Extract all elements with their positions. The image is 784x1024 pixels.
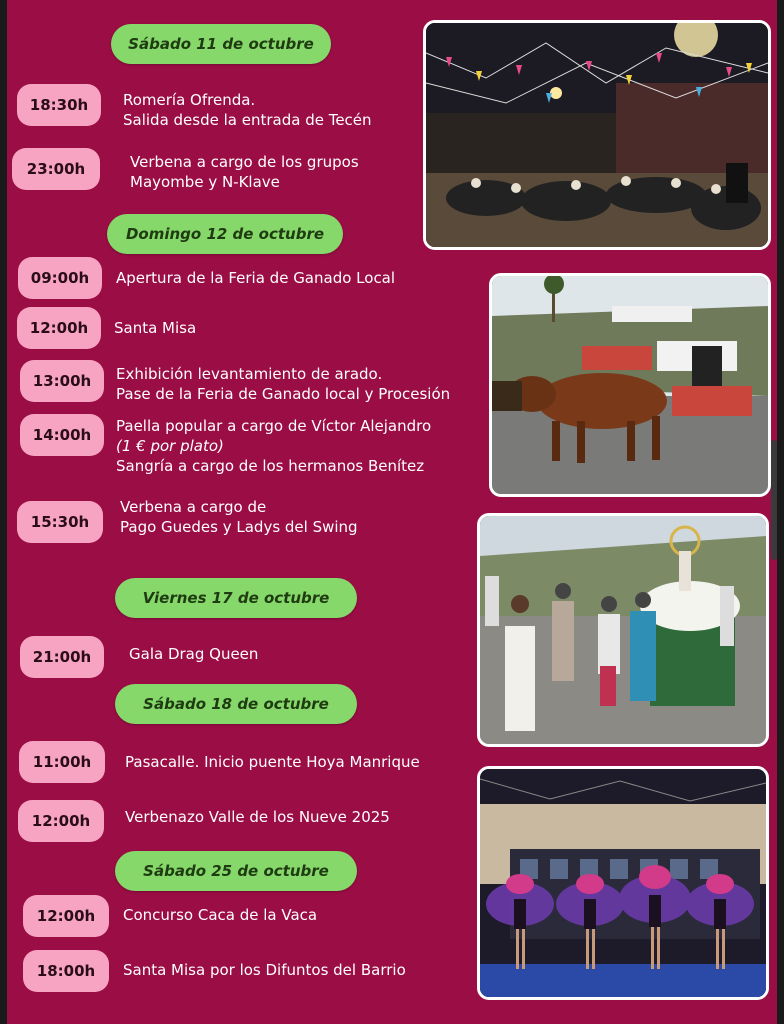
event-time: 14:00h bbox=[20, 414, 104, 456]
event-time: 23:00h bbox=[12, 148, 100, 190]
event-description: Santa Misa bbox=[114, 319, 197, 337]
event-description: Verbenazo Valle de los Nueve 2025 bbox=[125, 808, 390, 826]
day-header: Domingo 12 de octubre bbox=[107, 214, 343, 254]
scrollbar[interactable] bbox=[771, 440, 777, 560]
festival-program-page bbox=[7, 0, 777, 1024]
event-description: Pasacalle. Inicio puente Hoya Manrique bbox=[125, 753, 420, 771]
day-header: Sábado 25 de octubre bbox=[115, 851, 357, 891]
event-time: 18:30h bbox=[17, 84, 101, 126]
day-header: Sábado 18 de octubre bbox=[115, 684, 357, 724]
event-description: Apertura de la Feria de Ganado Local bbox=[116, 269, 396, 287]
event-description: Santa Misa por los Difuntos del Barrio bbox=[123, 961, 406, 979]
day-header: Viernes 17 de octubre bbox=[115, 578, 357, 618]
event-description: Verbena a cargo de Pago Guedes y Ladys del Swing bbox=[120, 498, 358, 536]
event-description: Verbena a cargo de los grupos Mayombe y N-Klave bbox=[130, 153, 359, 191]
event-description: Exhibición levantamiento de arado. Pase de la Feria de Ganado local y Procesión bbox=[116, 365, 451, 403]
event-time: 12:00h bbox=[18, 800, 104, 842]
event-time: 21:00h bbox=[20, 636, 104, 678]
event-time: 12:00h bbox=[23, 895, 109, 937]
event-time: 11:00h bbox=[19, 741, 105, 783]
event-description: Gala Drag Queen bbox=[129, 645, 259, 663]
event-time: 12:00h bbox=[17, 307, 101, 349]
event-time: 18:00h bbox=[23, 950, 109, 992]
event-time: 15:30h bbox=[17, 501, 103, 543]
photo-romeria-night bbox=[423, 20, 771, 250]
photo-procession bbox=[477, 513, 769, 747]
photo-ox-cart bbox=[489, 273, 771, 497]
event-description: Paella popular a cargo de Víctor Alejandro (1 € por plato) Sangría a cargo de los hermanos Benítez bbox=[116, 417, 432, 475]
day-header: Sábado 11 de octubre bbox=[111, 24, 331, 64]
event-time: 13:00h bbox=[20, 360, 104, 402]
event-description: Romería Ofrenda. Salida desde la entrada de Tecén bbox=[123, 91, 372, 129]
event-time: 09:00h bbox=[18, 257, 102, 299]
photo-drag-gala bbox=[477, 766, 769, 1000]
event-description: Concurso Caca de la Vaca bbox=[123, 906, 318, 924]
